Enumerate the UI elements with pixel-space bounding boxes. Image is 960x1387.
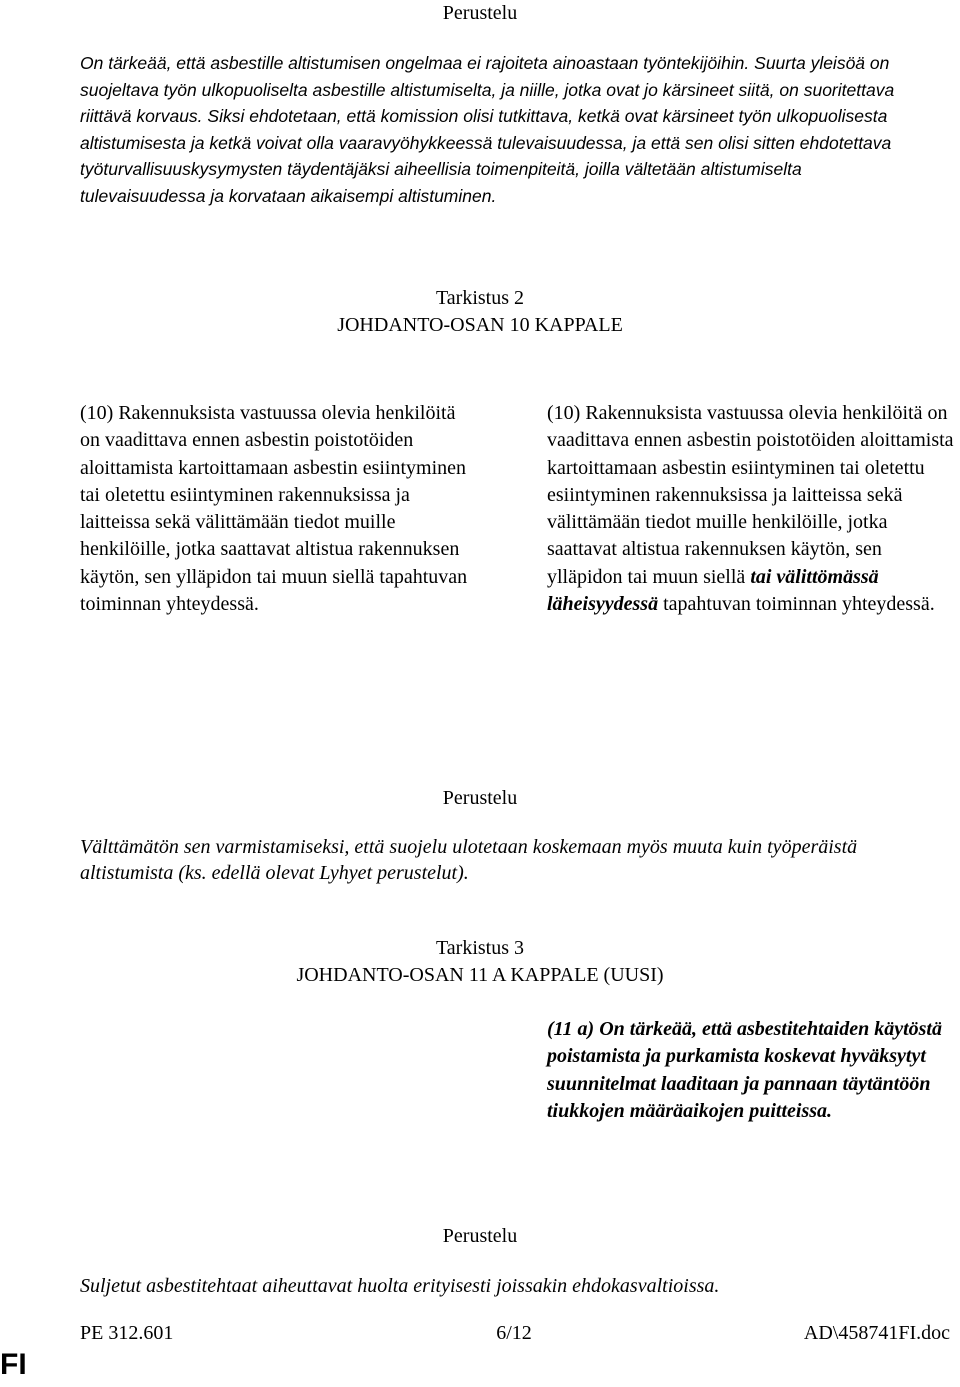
footer-doc-id: AD\458741FI.doc bbox=[803, 1322, 950, 1344]
section-heading: Perustelu bbox=[442, 787, 518, 809]
amendment-subtitle: JOHDANTO-OSAN 10 KAPPALE bbox=[337, 314, 623, 336]
footer-page-number: 6/12 bbox=[496, 1322, 532, 1344]
amended-text-column bbox=[547, 400, 957, 618]
justification-text: Suljetut asbestitehtaat aiheuttavat huolta erityisesti joissakin ehdokasvaltioissa. bbox=[80, 1275, 720, 1297]
footer-reference: PE 312.601 bbox=[80, 1322, 174, 1344]
original-text-column: (10) Rakennuksista vastuussa olevia henkilöitä on vaadittava ennen asbestin poistotöiden aloittamista kartoittamaan asbestin esiintyminen tai oletettu esiintyminen rakennuksissa ja laitteissa sekä välittämään tiedot muille henkilöille, jotka saattavat altistua rakennuksen käytön, sen ylläpidon tai muun siellä tapahtuvan toiminnan yhteydessä. bbox=[80, 402, 468, 616]
amended-text-part: (10) Rakennuksista vastuussa olevia henkilöitä on vaadittava ennen asbestin poistotöiden aloittamista kartoittamaan asbestin esiintyminen tai oletettu esiintyminen rakennuksissa ja laitteissa sekä välittämään tiedot muille henkilöille, jotka saattavat altistua rakennuksen käytön, sen ylläpidon tai muun siellä bbox=[547, 402, 954, 588]
amendment-subtitle: JOHDANTO-OSAN 11 A KAPPALE (UUSI) bbox=[296, 964, 664, 986]
amended-text-column: (11 a) On tärkeää, että asbestitehtaiden käytöstä poistamista ja purkamista koskevat hyväksytyt suunnitelmat laaditaan ja pannaan täytäntöön tiukkojen määräaikojen puitteissa. bbox=[547, 1018, 942, 1122]
amended-text-part: tapahtuvan toiminnan yhteydessä. bbox=[658, 593, 935, 616]
section-heading: Perustelu bbox=[442, 1225, 518, 1247]
section-heading: Perustelu bbox=[442, 2, 518, 24]
amendment-title: Tarkistus 3 bbox=[435, 937, 525, 959]
justification-text: Välttämätön sen varmistamiseksi, että suojelu ulotetaan koskemaan myös muuta kuin työperäistä altistumista (ks. edellä olevat Lyhyet perustelut). bbox=[80, 836, 858, 884]
language-code: FI bbox=[0, 1348, 27, 1381]
amended-text-emphasis: tai välittömässä läheisyydessä bbox=[547, 565, 879, 616]
amendment-title: Tarkistus 2 bbox=[435, 287, 525, 309]
justification-text: On tärkeää, että asbestille altistumisen ongelmaa ei rajoiteta ainoastaan työntekijöihin. Suurta yleisöä on suojeltava työn ulkopuoliselta asbestille altistumiselta, ja niille, jotka ovat jo kärsineet siitä, on suoritettava riittävä korvaus. Siksi ehdotetaan, että komission olisi tutkittava, ketkä ovat kärsineet työn ulkopuolisesta altistumisesta ja ketkä voivat olla vaaravyöhykkeessä tulevaisuudessa, ja että sen olisi sitten ehdotettava työturvallisuuskysymysten täydentäjäksi aiheellisia toimenpiteitä, joilla vältetään altistumiselta tulevaisuudessa ja korvataan aikaisempi altistuminen. bbox=[80, 53, 895, 206]
